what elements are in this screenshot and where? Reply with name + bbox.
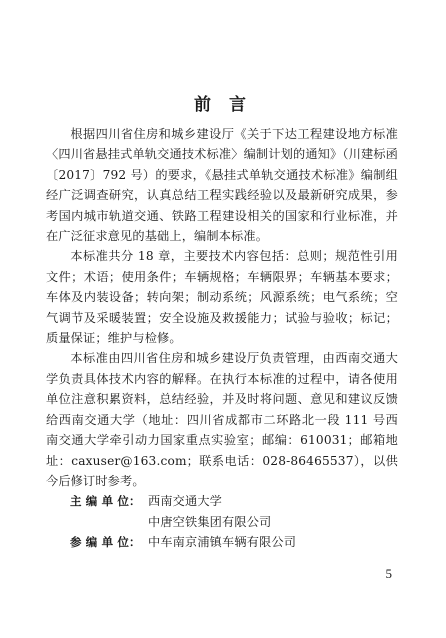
preface-paragraph-3: 本标准由四川省住房和城乡建设厅负责管理，由西南交通大学负责具体技术内容的解释。在执行本标准的过程中，请各使用单位注意积累资料，总结经验，并及时将问题、意见和建议反馈给西南交通大学（地址：四川省成都市二环路北一段 111 号西南交通大学牵引动力国家重点实验室；邮编：610031；邮箱地址：caxuser@163.com；联系电话：028-86465537），以供今后修订时参考。	[46, 351, 398, 488]
chief-editor-label: 主 编 单 位：	[70, 494, 141, 509]
chief-editor-row	[46, 491, 398, 532]
page-title: 前 言	[194, 95, 252, 115]
participating-editor-units	[144, 532, 398, 552]
preface-paragraph-1: 根据四川省住房和城乡建设厅《关于下达工程建设地方标准〈四川省悬挂式单轨交通技术标准〉编制计划的通知》（川建标函〔2017〕792 号）的要求，《悬挂式单轨交通技术标准》编制组经广泛调查研究，认真总结工程实践经验以及最新研究成果，参考国内城市轨道交通、铁路工程建设相关的国家和行业标准，并在广泛征求意见的基础上，编制本标准。	[46, 127, 398, 244]
preface-body	[46, 124, 398, 553]
chief-editor-unit-2: 中唐空铁集团有限公司	[148, 514, 272, 529]
participating-editor-unit-1: 中车南京浦镇车辆有限公司	[148, 535, 297, 550]
chief-editor-units	[144, 491, 398, 532]
participating-editor-row	[46, 532, 398, 552]
editor-units	[46, 491, 398, 552]
chief-editor-unit-1: 西南交通大学	[148, 494, 223, 509]
participating-editor-label: 参 编 单 位：	[70, 535, 141, 550]
preface-paragraph-2: 本标准共分 18 章，主要技术内容包括：总则；规范性引用文件；术语；使用条件；车辆规格；车辆限界；车辆基本要求；车体及内装设备；转向架；制动系统；风源系统；电气系统；空气调节及采暖装置；安全设施及救援能力；试验与验收；标记；质量保证；维护与检修。	[46, 249, 398, 346]
page-number: 5	[385, 566, 392, 581]
